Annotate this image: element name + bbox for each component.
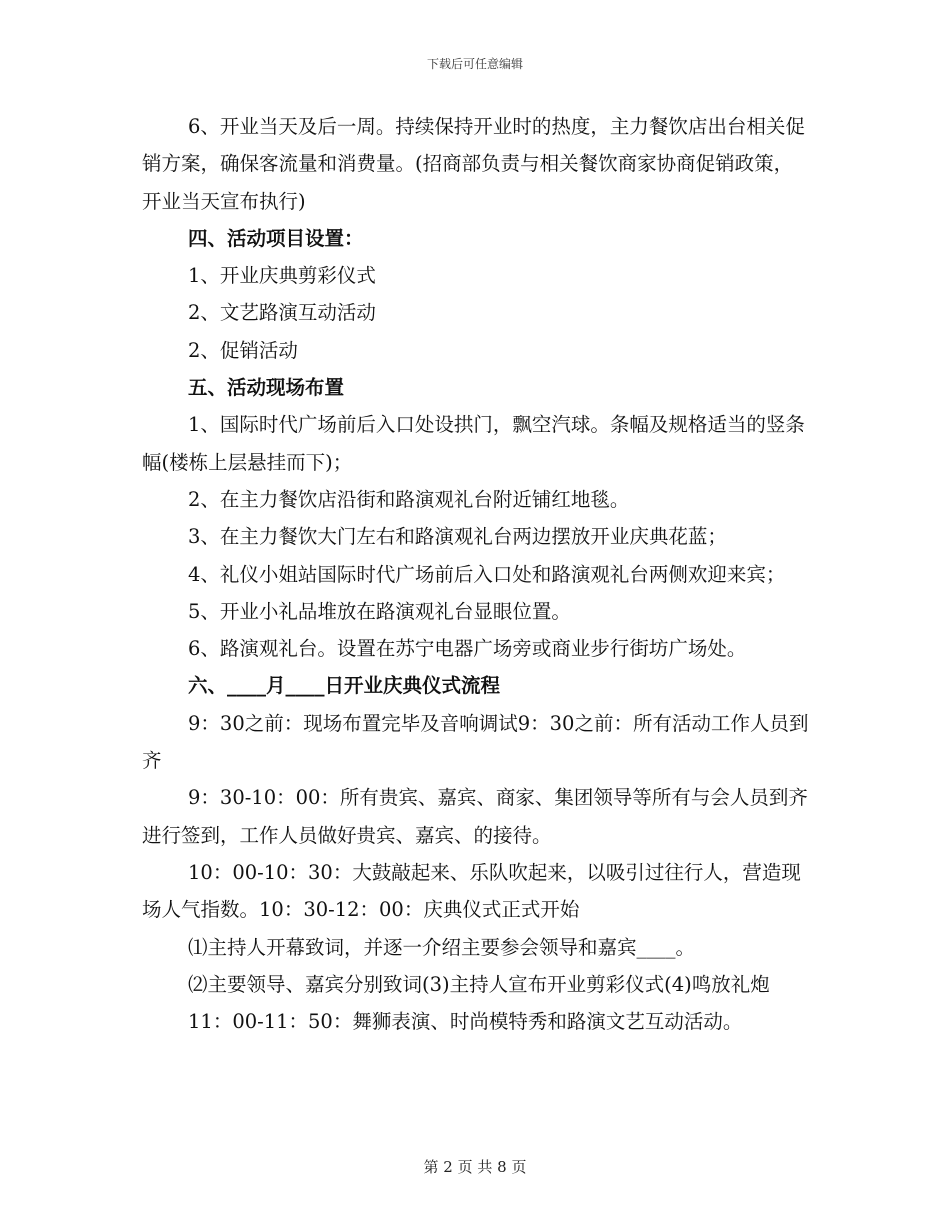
page-number-footer: 第 2 页 共 8 页 bbox=[423, 1158, 527, 1176]
list-item: 4、礼仪小姐站国际时代广场前后入口处和路演观礼台两侧欢迎来宾； bbox=[188, 562, 786, 586]
section-heading: 五、活动现场布置 bbox=[188, 376, 345, 400]
list-item: 6、路演观礼台。设置在苏宁电器广场旁或商业步行街坊广场处。 bbox=[188, 637, 747, 661]
section-heading: 四、活动项目设置： bbox=[188, 226, 364, 250]
schedule-item: ⑴主持人开幕致词，并逐一介绍主要参会领导和嘉宾____。 bbox=[188, 935, 696, 959]
schedule-item: ⑵主要领导、嘉宾分别致词(3)主持人宣布开业剪彩仪式(4)鸣放礼炮 bbox=[188, 972, 770, 996]
page-header-note: 下载后可任意编辑 bbox=[426, 57, 523, 71]
schedule-item: 9：30-10：00：所有贵宾、嘉宾、商家、集团领导等所有与会人员到齐进行签到，工作人员做好贵宾、嘉宾、的接待。 bbox=[142, 786, 808, 847]
section-heading: 六、____月____日开业庆典仪式流程 bbox=[188, 674, 501, 698]
paragraph: 6、开业当天及后一周。持续保持开业时的热度，主力餐饮店出台相关促销方案，确保客流量和消费量。(招商部负责与相关餐饮商家协商促销政策，开业当天宣布执行) bbox=[142, 115, 805, 213]
schedule-item: 11：00-11：50：舞狮表演、时尚模特秀和路演文艺互动活动。 bbox=[188, 1010, 743, 1034]
list-item: 5、开业小礼品堆放在路演观礼台显眼位置。 bbox=[188, 599, 571, 623]
document-body bbox=[142, 108, 810, 1040]
schedule-item: 9：30之前：现场布置完毕及音响调试9：30之前：所有活动工作人员到齐 bbox=[142, 711, 809, 773]
schedule-item: 10：00-10：30：大鼓敲起来、乐队吹起来，以吸引过往行人，营造现场人气指数。10：30-12：00：庆典仪式正式开始 bbox=[142, 860, 801, 922]
list-item: 3、在主力餐饮大门左右和路演观礼台两边摆放开业庆典花蓝； bbox=[188, 525, 727, 549]
list-item: 1、开业庆典剪彩仪式 bbox=[188, 264, 376, 288]
list-item: 2、在主力餐饮店沿街和路演观礼台附近铺红地毯。 bbox=[188, 487, 630, 511]
list-item: 2、促销活动 bbox=[188, 338, 298, 362]
list-item: 1、国际时代广场前后入口处设拱门，飘空汽球。条幅及规格适当的竖条幅(楼栋上层悬挂而下)； bbox=[142, 413, 805, 474]
list-item: 2、文艺路演互动活动 bbox=[188, 301, 376, 325]
